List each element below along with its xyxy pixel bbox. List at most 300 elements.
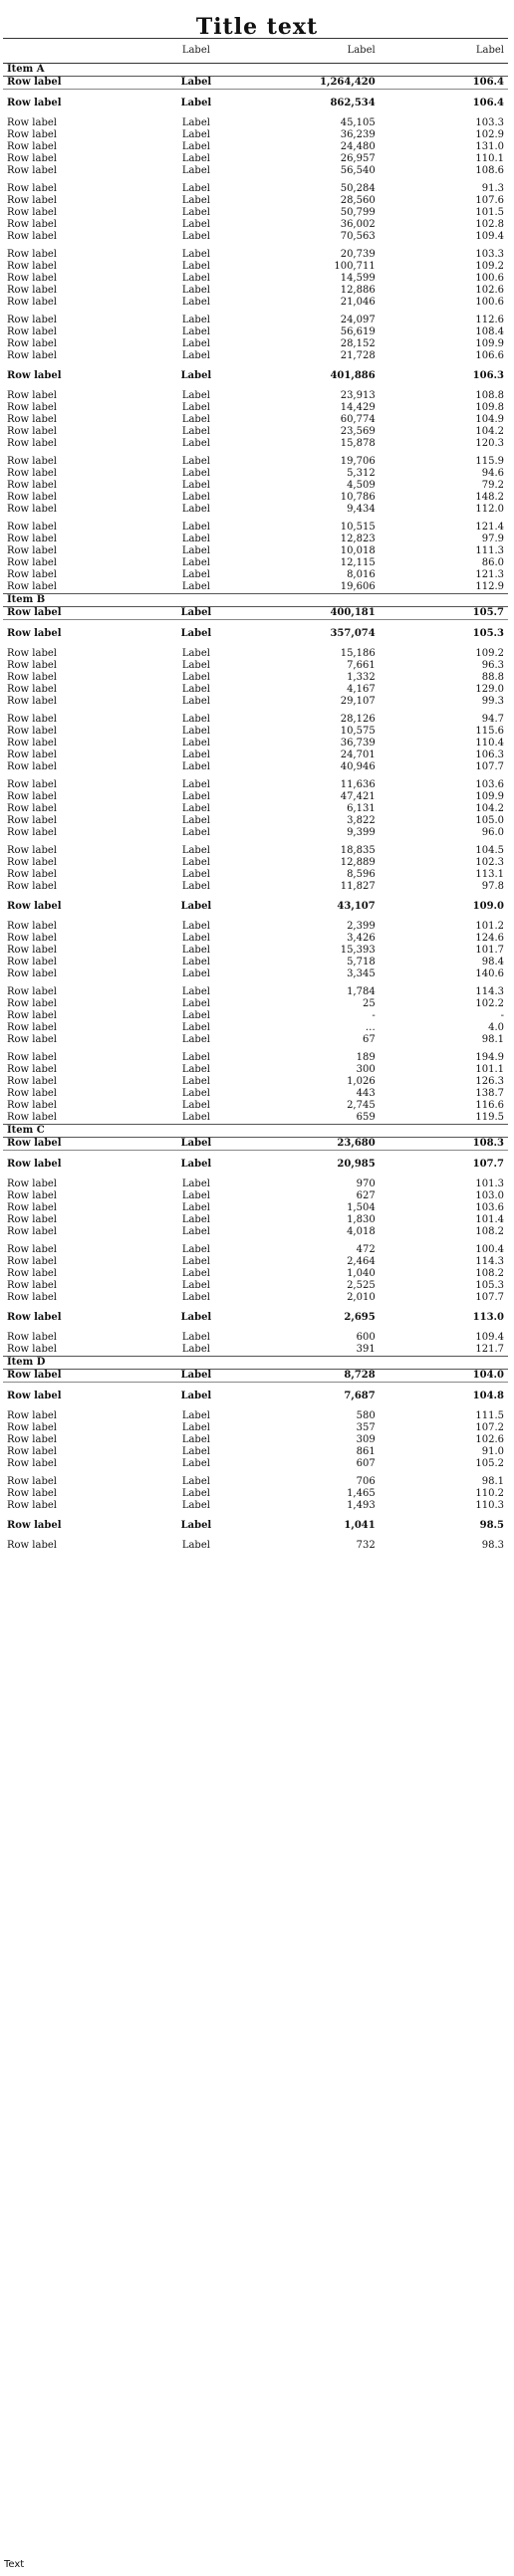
row-unit: Label xyxy=(181,183,210,194)
row-unit: Label xyxy=(181,492,210,503)
spacer-cell xyxy=(3,362,508,370)
row-value: 10,018 xyxy=(340,545,376,556)
row-name: Row label xyxy=(7,1064,57,1075)
table-row xyxy=(3,545,508,557)
row-pct: 107.7 xyxy=(475,761,504,772)
row-name: Row label xyxy=(7,1292,57,1303)
row-unit: Label xyxy=(181,1344,210,1355)
table-row xyxy=(3,1190,508,1202)
row-name: Row label xyxy=(7,207,57,218)
row-unit: Label xyxy=(181,1434,210,1445)
row-unit: Label xyxy=(181,1112,210,1123)
row-pct: 107.2 xyxy=(475,1422,504,1433)
row-pct: 109.4 xyxy=(475,231,504,242)
row-value: 19,706 xyxy=(340,456,376,467)
table-row xyxy=(3,1064,508,1076)
spacer-row xyxy=(3,382,508,390)
table-row xyxy=(3,738,508,750)
table-row xyxy=(3,750,508,761)
row-name: Row label xyxy=(7,968,57,979)
row-unit: Label xyxy=(181,779,210,790)
row-pct: 106.4 xyxy=(380,77,508,90)
table-row xyxy=(3,153,508,165)
spacer-cell xyxy=(3,1324,508,1332)
row-unit: Label xyxy=(181,1214,210,1225)
table-row xyxy=(3,1022,508,1034)
row-unit: Label xyxy=(181,1332,210,1343)
row-value: 2,745 xyxy=(347,1100,376,1111)
row-unit: Label xyxy=(181,1500,210,1511)
row-value: 14,429 xyxy=(340,402,376,413)
table-row xyxy=(3,815,508,827)
row-unit: Label xyxy=(181,968,210,979)
row-unit: Label xyxy=(181,1022,210,1033)
row-name: Row label xyxy=(7,1391,62,1401)
row-pct: 99.3 xyxy=(481,696,504,707)
spacer-cell xyxy=(3,1151,508,1160)
table-row xyxy=(3,1202,508,1214)
row-value: 8,016 xyxy=(347,569,376,580)
row-name: Row label xyxy=(7,1179,57,1189)
row-value: 23,913 xyxy=(340,390,376,401)
row-unit: Label xyxy=(180,1159,212,1170)
row-unit: Label xyxy=(181,672,210,683)
row-name: Row label xyxy=(7,791,57,802)
table-body xyxy=(3,39,508,1553)
row-unit: Label xyxy=(181,390,210,401)
row-pct: 110.1 xyxy=(475,153,504,164)
row-name: Row label xyxy=(7,628,62,639)
row-value: 2,525 xyxy=(347,1280,376,1291)
table-row xyxy=(3,338,508,350)
row-name: Row label xyxy=(7,986,57,997)
row-unit: Label xyxy=(181,285,210,296)
row-pct: 104.5 xyxy=(475,845,504,856)
row-unit: Label xyxy=(181,480,210,491)
row-unit: Label xyxy=(181,297,210,308)
row-unit: Label xyxy=(181,231,210,242)
row-value: 9,399 xyxy=(347,827,376,838)
spacer-row xyxy=(3,893,508,901)
row-unit: Label xyxy=(181,726,210,737)
row-pct: 96.3 xyxy=(481,660,504,671)
row-unit: Label xyxy=(181,1052,210,1063)
subtotal-row xyxy=(3,98,508,109)
table-row xyxy=(3,315,508,326)
row-value: … xyxy=(365,1022,376,1033)
row-value: 5,312 xyxy=(347,468,376,479)
spacer-row xyxy=(3,913,508,921)
row-value: 15,393 xyxy=(340,945,376,956)
row-value: 3,426 xyxy=(347,933,376,944)
row-value: 47,421 xyxy=(340,791,376,802)
row-value: 12,886 xyxy=(340,285,376,296)
table-row xyxy=(3,1226,508,1238)
row-value: 862,534 xyxy=(330,98,376,108)
row-name: Row label xyxy=(7,901,62,912)
row-value: 1,332 xyxy=(347,672,376,683)
table-row xyxy=(3,468,508,480)
spacer-row xyxy=(3,1151,508,1160)
row-unit: Label xyxy=(181,402,210,413)
row-unit: Label xyxy=(181,1100,210,1111)
table-header xyxy=(3,39,508,64)
row-pct: 102.3 xyxy=(475,857,504,868)
row-value: 11,827 xyxy=(340,881,376,892)
row-value: 11,636 xyxy=(340,779,376,790)
header-col-value: Label xyxy=(230,39,379,64)
row-name: Row label xyxy=(7,845,57,856)
table-row xyxy=(3,492,508,504)
row-value: 6,131 xyxy=(347,803,376,814)
row-value: 19,606 xyxy=(340,581,376,592)
row-pct: 110.2 xyxy=(475,1488,504,1499)
row-unit: Label xyxy=(162,1138,231,1151)
spacer-cell xyxy=(3,913,508,921)
section-title: Item D xyxy=(3,1357,508,1370)
row-unit: Label xyxy=(181,545,210,556)
row-unit: Label xyxy=(181,1256,210,1267)
section-title: Item C xyxy=(3,1125,508,1138)
row-value: 4,509 xyxy=(347,480,376,491)
row-name: Row label xyxy=(3,77,162,90)
table-row xyxy=(3,273,508,285)
row-pct: 108.6 xyxy=(475,165,504,176)
table-row xyxy=(3,117,508,129)
header-col-unit: Label xyxy=(162,39,231,64)
table-row xyxy=(3,933,508,945)
table-row xyxy=(3,129,508,141)
section-header xyxy=(3,64,508,77)
table-row xyxy=(3,1034,508,1046)
row-unit: Label xyxy=(180,98,212,108)
row-pct: 94.7 xyxy=(481,714,504,725)
row-pct: 108.3 xyxy=(380,1138,508,1151)
row-name: Row label xyxy=(7,696,57,707)
row-name: Row label xyxy=(7,297,57,308)
row-unit: Label xyxy=(181,1540,210,1551)
row-name: Row label xyxy=(7,285,57,296)
table-row xyxy=(3,1112,508,1125)
row-pct: 94.6 xyxy=(481,468,504,479)
row-unit: Label xyxy=(162,77,231,90)
table-row xyxy=(3,881,508,893)
row-pct: 109.8 xyxy=(475,402,504,413)
row-value: 28,152 xyxy=(340,338,376,349)
row-pct: 98.1 xyxy=(481,1476,504,1487)
row-value: 28,126 xyxy=(340,714,376,725)
row-name: Row label xyxy=(7,1256,57,1267)
row-unit: Label xyxy=(181,1179,210,1189)
row-name: Row label xyxy=(7,738,57,749)
row-name: Row label xyxy=(7,390,57,401)
row-value: 50,799 xyxy=(340,207,376,218)
table-row xyxy=(3,1268,508,1280)
row-pct: 107.6 xyxy=(475,195,504,206)
row-unit: Label xyxy=(181,845,210,856)
row-value: 21,046 xyxy=(340,297,376,308)
row-value: 24,701 xyxy=(340,750,376,760)
table-row xyxy=(3,1476,508,1488)
header-col-pct: Label xyxy=(380,39,508,64)
row-pct: 131.0 xyxy=(475,141,504,152)
row-unit: Label xyxy=(181,249,210,260)
row-value: 1,026 xyxy=(347,1076,376,1087)
table-row xyxy=(3,1256,508,1268)
row-name: Row label xyxy=(7,522,57,533)
page-title: Title text xyxy=(195,14,319,40)
row-unit: Label xyxy=(162,1370,231,1383)
row-unit: Label xyxy=(181,522,210,533)
table-row xyxy=(3,456,508,468)
row-pct: 109.2 xyxy=(475,648,504,659)
row-value: 400,181 xyxy=(230,607,379,620)
row-unit: Label xyxy=(181,456,210,467)
table-row xyxy=(3,1244,508,1256)
row-value: 627 xyxy=(356,1190,376,1201)
table-row xyxy=(3,480,508,492)
table-row xyxy=(3,1179,508,1190)
row-unit: Label xyxy=(181,350,210,361)
row-value: 1,040 xyxy=(347,1268,376,1279)
row-pct: 126.3 xyxy=(475,1076,504,1087)
row-pct: 114.3 xyxy=(475,986,504,997)
row-value: 12,823 xyxy=(340,534,376,544)
row-unit: Label xyxy=(181,1268,210,1279)
row-value: 861 xyxy=(356,1446,376,1457)
row-unit: Label xyxy=(181,1488,210,1499)
row-unit: Label xyxy=(181,438,210,449)
row-pct: 121.3 xyxy=(475,569,504,580)
table-row xyxy=(3,1010,508,1022)
row-name: Row label xyxy=(7,195,57,206)
row-unit: Label xyxy=(180,1520,212,1531)
row-value: 659 xyxy=(356,1112,376,1123)
row-name: Row label xyxy=(7,438,57,449)
row-name: Row label xyxy=(3,1370,162,1383)
row-value: 309 xyxy=(356,1434,376,1445)
row-name: Row label xyxy=(7,326,57,337)
row-pct: 88.8 xyxy=(481,672,504,683)
row-unit: Label xyxy=(181,338,210,349)
table-row xyxy=(3,684,508,696)
row-name: Row label xyxy=(7,492,57,503)
row-value: 472 xyxy=(356,1244,376,1255)
row-pct: 97.8 xyxy=(481,881,504,892)
table-row xyxy=(3,857,508,869)
row-pct: 104.2 xyxy=(475,803,504,814)
row-unit: Label xyxy=(181,803,210,814)
row-name: Row label xyxy=(7,672,57,683)
row-name: Row label xyxy=(7,1434,57,1445)
row-unit: Label xyxy=(181,750,210,760)
row-value: 26,957 xyxy=(340,153,376,164)
row-pct: 100.6 xyxy=(475,273,504,284)
row-pct: 112.9 xyxy=(475,581,504,592)
row-unit: Label xyxy=(181,1458,210,1469)
grand-total-row xyxy=(3,1138,508,1151)
row-value: 1,784 xyxy=(347,986,376,997)
row-value: 970 xyxy=(356,1179,376,1189)
table-row xyxy=(3,402,508,414)
row-name: Row label xyxy=(7,1344,57,1355)
row-name: Row label xyxy=(7,815,57,826)
table-row xyxy=(3,1446,508,1458)
row-unit: Label xyxy=(181,1010,210,1021)
spacer-row xyxy=(3,1171,508,1179)
row-pct: 104.9 xyxy=(475,414,504,425)
table-row xyxy=(3,726,508,738)
grand-total-row xyxy=(3,607,508,620)
row-pct: 106.4 xyxy=(472,98,504,108)
row-unit: Label xyxy=(180,1391,212,1401)
row-value: 8,596 xyxy=(347,869,376,880)
table-row xyxy=(3,714,508,726)
row-value: 20,739 xyxy=(340,249,376,260)
table-row xyxy=(3,183,508,195)
row-value: 36,739 xyxy=(340,738,376,749)
row-name: Row label xyxy=(7,129,57,140)
row-name: Row label xyxy=(7,426,57,437)
row-unit: Label xyxy=(181,219,210,230)
row-pct: 109.9 xyxy=(475,791,504,802)
row-value: 189 xyxy=(356,1052,376,1063)
row-name: Row label xyxy=(7,1540,57,1551)
row-value: 357,074 xyxy=(330,628,376,639)
row-value: 580 xyxy=(356,1410,376,1421)
table-row xyxy=(3,998,508,1010)
row-unit: Label xyxy=(181,714,210,725)
row-value: 56,540 xyxy=(340,165,376,176)
row-value: 3,822 xyxy=(347,815,376,826)
row-pct: 104.0 xyxy=(380,1370,508,1383)
table-row xyxy=(3,986,508,998)
table-row xyxy=(3,660,508,672)
row-unit: Label xyxy=(181,207,210,218)
row-pct: 111.5 xyxy=(475,1410,504,1421)
row-name: Row label xyxy=(7,761,57,772)
section-title: Item A xyxy=(3,64,508,77)
spacer-cell xyxy=(3,90,508,99)
row-pct: 103.0 xyxy=(475,1190,504,1201)
row-name: Row label xyxy=(7,414,57,425)
row-name: Row label xyxy=(7,1010,57,1021)
row-value: 2,464 xyxy=(347,1256,376,1267)
row-pct: 107.7 xyxy=(475,1292,504,1303)
row-pct: 100.6 xyxy=(475,297,504,308)
table-row xyxy=(3,779,508,791)
table-row xyxy=(3,426,508,438)
spacer-row xyxy=(3,90,508,99)
table-row xyxy=(3,414,508,426)
row-pct: 98.3 xyxy=(481,1540,504,1551)
spacer-row xyxy=(3,1532,508,1540)
data-table xyxy=(3,38,508,1552)
row-name: Row label xyxy=(7,750,57,760)
table-row xyxy=(3,438,508,450)
row-unit: Label xyxy=(181,581,210,592)
row-name: Row label xyxy=(7,141,57,152)
row-pct: 112.0 xyxy=(475,504,504,515)
row-unit: Label xyxy=(181,684,210,695)
spacer-row xyxy=(3,1383,508,1392)
table-row xyxy=(3,1292,508,1304)
section-header xyxy=(3,1357,508,1370)
row-pct: 98.4 xyxy=(481,957,504,967)
row-value: 15,878 xyxy=(340,438,376,449)
row-name: Row label xyxy=(7,881,57,892)
table-row xyxy=(3,845,508,857)
row-value: 300 xyxy=(356,1064,376,1075)
row-value: 1,465 xyxy=(347,1488,376,1499)
spacer-cell xyxy=(3,1512,508,1520)
row-pct: 105.0 xyxy=(475,815,504,826)
row-pct: 106.3 xyxy=(472,370,504,381)
row-unit: Label xyxy=(181,129,210,140)
row-pct: 124.6 xyxy=(475,933,504,944)
row-pct: 108.8 xyxy=(475,390,504,401)
row-name: Row label xyxy=(7,857,57,868)
row-pct: 113.1 xyxy=(475,869,504,880)
row-pct: 111.3 xyxy=(475,545,504,556)
row-pct: 106.6 xyxy=(475,350,504,361)
row-unit: Label xyxy=(181,1422,210,1433)
row-name: Row label xyxy=(7,1332,57,1343)
table-row xyxy=(3,1214,508,1226)
row-unit: Label xyxy=(181,738,210,749)
row-unit: Label xyxy=(180,370,212,381)
row-unit: Label xyxy=(181,881,210,892)
spacer-cell xyxy=(3,1532,508,1540)
row-value: 36,239 xyxy=(340,129,376,140)
row-value: 45,105 xyxy=(340,117,376,128)
table-row xyxy=(3,522,508,534)
row-value: 1,041 xyxy=(344,1520,376,1531)
row-unit: Label xyxy=(181,1202,210,1213)
row-unit: Label xyxy=(181,1076,210,1087)
row-pct: 120.3 xyxy=(475,438,504,449)
row-pct: 91.0 xyxy=(481,1446,504,1457)
row-unit: Label xyxy=(181,945,210,956)
row-value: 12,889 xyxy=(340,857,376,868)
row-unit: Label xyxy=(181,1410,210,1421)
table-row xyxy=(3,1088,508,1100)
row-value: 357 xyxy=(356,1422,376,1433)
row-value: 24,480 xyxy=(340,141,376,152)
row-name: Row label xyxy=(7,350,57,361)
row-name: Row label xyxy=(7,1052,57,1063)
table-row xyxy=(3,557,508,569)
row-pct: 109.4 xyxy=(475,1332,504,1343)
row-name: Row label xyxy=(7,338,57,349)
row-name: Row label xyxy=(7,660,57,671)
row-value: 607 xyxy=(356,1458,376,1469)
row-pct: 104.2 xyxy=(475,426,504,437)
table-row xyxy=(3,869,508,881)
row-unit: Label xyxy=(162,607,231,620)
row-unit: Label xyxy=(181,696,210,707)
row-pct: 108.2 xyxy=(475,1268,504,1279)
row-name: Row label xyxy=(7,1022,57,1033)
row-pct: 116.6 xyxy=(475,1100,504,1111)
row-name: Row label xyxy=(7,456,57,467)
row-name: Row label xyxy=(7,402,57,413)
row-value: 9,434 xyxy=(347,504,376,515)
row-value: 443 xyxy=(356,1088,376,1099)
row-pct: 114.3 xyxy=(475,1256,504,1267)
row-value: 3,345 xyxy=(347,968,376,979)
spacer-cell xyxy=(3,382,508,390)
